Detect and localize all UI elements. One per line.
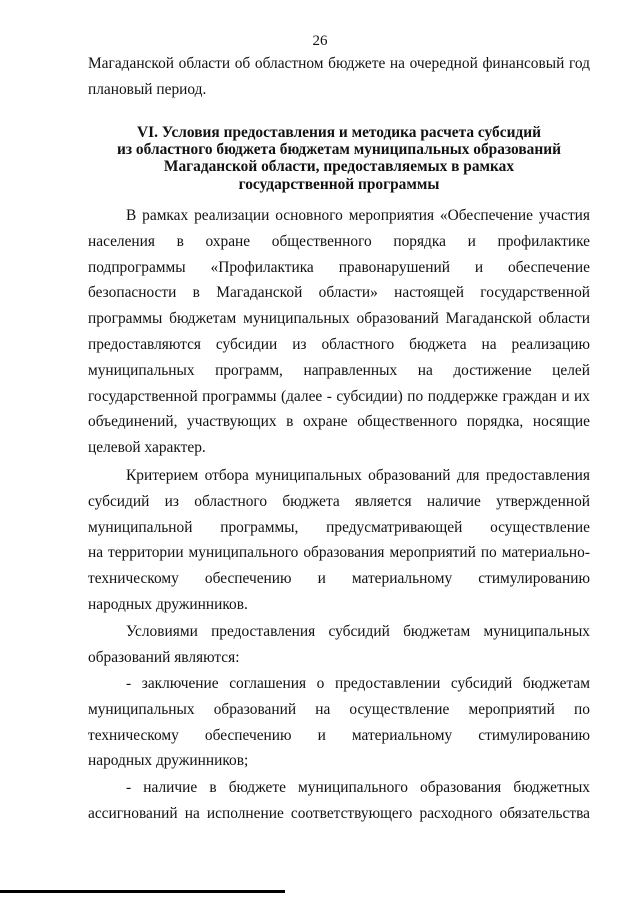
text-line: - наличие в бюджете муниципального образования бюджетных xyxy=(126,779,590,796)
text-line: на территории муниципального образования мероприятий по материально- xyxy=(88,544,590,562)
text-line: предоставляются субсидии из областного бюджета на реализацию xyxy=(88,335,590,353)
heading-line: Магаданской области, предоставляемых в рамках xyxy=(163,158,515,176)
heading-line: государственной программы xyxy=(238,175,440,193)
text-line: Условиями предоставления субсидий бюджетам муниципальных xyxy=(126,623,590,640)
text-line: муниципальных образований на осуществление мероприятий по xyxy=(88,700,590,718)
text-line: государственной программы (далее - субсидии) по поддержке граждан и их xyxy=(88,387,590,405)
text-line: В рамках реализации основного мероприятия «Обеспечение участия xyxy=(126,207,590,224)
section-heading xyxy=(88,124,590,193)
text-line: муниципальных программ, направленных на достижение целей xyxy=(88,361,590,379)
heading-line: VI. Условия предоставления и методика расчета субсидий xyxy=(137,124,541,141)
text-line: плановый период. xyxy=(88,80,207,98)
text-line: населения в охране общественного порядка и профилактике xyxy=(88,232,590,250)
text-line: Критерием отбора муниципальных образований для предоставления xyxy=(126,467,590,484)
text-line: программы бюджетам муниципальных образований Магаданской области xyxy=(88,310,590,328)
list-item-2 xyxy=(88,775,590,827)
paragraph-1 xyxy=(88,203,590,461)
paragraph-2 xyxy=(88,463,590,618)
intro-paragraph xyxy=(88,51,590,103)
text-line: народных дружинников. xyxy=(88,595,248,613)
text-line: образований являются: xyxy=(88,648,240,666)
scan-edge-line xyxy=(0,890,285,893)
text-line: ассигнований на исполнение соответствующего расходного обязательства xyxy=(88,804,590,822)
text-line: техническому обеспечению и материальному стимулированию xyxy=(88,570,590,588)
text-line: - заключение соглашения о предоставлении субсидий бюджетам xyxy=(126,675,590,692)
text-line: безопасности в Магаданской области» настоящей государственной xyxy=(88,284,590,302)
list-item-1 xyxy=(88,671,590,774)
text-line: подпрограммы «Профилактика правонарушений и обеспечение xyxy=(88,258,590,276)
text-line: Магаданской области об областном бюджете на очередной финансовый год xyxy=(88,55,590,72)
text-line: субсидий из областного бюджета является наличие утвержденной xyxy=(88,492,590,510)
paragraph-3 xyxy=(88,619,590,671)
heading-line: из областного бюджета бюджетам муниципальных образований xyxy=(117,141,561,159)
page-number: 26 xyxy=(312,33,328,49)
text-line: народных дружинников; xyxy=(88,752,249,770)
text-line: целевой характер. xyxy=(88,439,206,457)
text-line: техническому обеспечению и материальному стимулированию xyxy=(88,726,590,744)
text-line: объединений, участвующих в охране общественного порядка, носящие xyxy=(88,413,590,431)
text-line: муниципальной программы, предусматривающей осуществление xyxy=(88,518,590,536)
